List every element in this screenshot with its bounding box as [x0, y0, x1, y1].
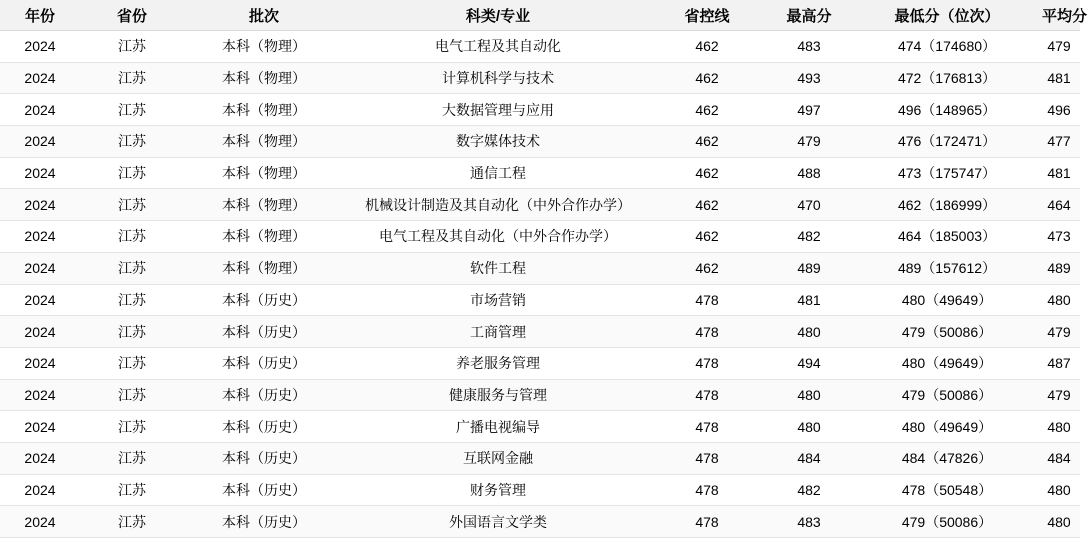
cell-max-score: 481: [762, 284, 856, 316]
cell-batch: 本科（历史）: [184, 284, 344, 316]
cell-control-line: 462: [652, 157, 762, 189]
cell-batch: 本科（物理）: [184, 221, 344, 253]
cell-min-score-rank: 480（49649）: [856, 347, 1038, 379]
cell-year: 2024: [0, 31, 80, 63]
table-row: [0, 62, 1080, 94]
cell-year: 2024: [0, 316, 80, 348]
cell-control-line: 462: [652, 94, 762, 126]
cell-control-line: 478: [652, 506, 762, 538]
cell-control-line: 478: [652, 411, 762, 443]
cell-avg-score: 473: [1038, 221, 1080, 253]
column-header-province: 省份: [80, 0, 184, 31]
cell-min-score-rank: 480（49649）: [856, 284, 1038, 316]
cell-major: 大数据管理与应用: [344, 94, 652, 126]
cell-control-line: 462: [652, 252, 762, 284]
table-row: [0, 411, 1080, 443]
cell-major: 市场营销: [344, 284, 652, 316]
cell-province: 江苏: [80, 126, 184, 158]
cell-province: 江苏: [80, 442, 184, 474]
cell-year: 2024: [0, 221, 80, 253]
cell-control-line: 462: [652, 221, 762, 253]
cell-avg-score: 479: [1038, 316, 1080, 348]
cell-major: 计算机科学与技术: [344, 62, 652, 94]
cell-control-line: 478: [652, 284, 762, 316]
cell-max-score: 483: [762, 506, 856, 538]
cell-year: 2024: [0, 252, 80, 284]
cell-year: 2024: [0, 94, 80, 126]
cell-min-score-rank: 473（175747）: [856, 157, 1038, 189]
cell-batch: 本科（历史）: [184, 316, 344, 348]
cell-province: 江苏: [80, 284, 184, 316]
cell-year: 2024: [0, 189, 80, 221]
cell-province: 江苏: [80, 411, 184, 443]
cell-avg-score: 479: [1038, 379, 1080, 411]
table-header: [0, 0, 1087, 31]
cell-control-line: 478: [652, 316, 762, 348]
cell-control-line: 478: [652, 474, 762, 506]
cell-major: 财务管理: [344, 474, 652, 506]
cell-major: 互联网金融: [344, 442, 652, 474]
column-header-min-score-rank: 最低分（位次）: [856, 0, 1038, 31]
cell-province: 江苏: [80, 157, 184, 189]
cell-control-line: 478: [652, 347, 762, 379]
cell-control-line: 462: [652, 189, 762, 221]
cell-avg-score: 487: [1038, 347, 1080, 379]
table-row: [0, 157, 1080, 189]
cell-control-line: 462: [652, 126, 762, 158]
cell-batch: 本科（物理）: [184, 62, 344, 94]
cell-province: 江苏: [80, 189, 184, 221]
cell-province: 江苏: [80, 474, 184, 506]
cell-batch: 本科（历史）: [184, 379, 344, 411]
cell-avg-score: 464: [1038, 189, 1080, 221]
table-row: [0, 442, 1080, 474]
cell-province: 江苏: [80, 31, 184, 63]
cell-batch: 本科（历史）: [184, 347, 344, 379]
cell-batch: 本科（历史）: [184, 411, 344, 443]
column-header-major: 科类/专业: [344, 0, 652, 31]
cell-max-score: 497: [762, 94, 856, 126]
table-row: [0, 474, 1080, 506]
cell-max-score: 484: [762, 442, 856, 474]
cell-major: 电气工程及其自动化: [344, 31, 652, 63]
cell-batch: 本科（物理）: [184, 126, 344, 158]
cell-province: 江苏: [80, 221, 184, 253]
cell-max-score: 494: [762, 347, 856, 379]
cell-avg-score: 481: [1038, 62, 1080, 94]
cell-year: 2024: [0, 157, 80, 189]
cell-batch: 本科（物理）: [184, 157, 344, 189]
cell-avg-score: 484: [1038, 442, 1080, 474]
cell-year: 2024: [0, 474, 80, 506]
table-row: [0, 506, 1080, 538]
cell-avg-score: 481: [1038, 157, 1080, 189]
cell-avg-score: 480: [1038, 284, 1080, 316]
cell-control-line: 462: [652, 62, 762, 94]
cell-batch: 本科（物理）: [184, 31, 344, 63]
cell-major: 外国语言文学类: [344, 506, 652, 538]
column-header-max-score: 最高分: [762, 0, 856, 31]
cell-max-score: 470: [762, 189, 856, 221]
cell-batch: 本科（历史）: [184, 506, 344, 538]
table-header-row: [0, 0, 1080, 31]
cell-max-score: 479: [762, 126, 856, 158]
cell-min-score-rank: 474（174680）: [856, 31, 1038, 63]
cell-year: 2024: [0, 284, 80, 316]
cell-control-line: 462: [652, 31, 762, 63]
column-header-avg-score: 平均分: [1038, 0, 1080, 31]
cell-min-score-rank: 478（50548）: [856, 474, 1038, 506]
cell-avg-score: 480: [1038, 506, 1080, 538]
cell-min-score-rank: 472（176813）: [856, 62, 1038, 94]
cell-major: 软件工程: [344, 252, 652, 284]
cell-year: 2024: [0, 411, 80, 443]
table-row: [0, 31, 1080, 63]
cell-max-score: 493: [762, 62, 856, 94]
cell-province: 江苏: [80, 506, 184, 538]
cell-province: 江苏: [80, 379, 184, 411]
column-header-control-line: 省控线: [652, 0, 762, 31]
cell-max-score: 483: [762, 31, 856, 63]
cell-min-score-rank: 476（172471）: [856, 126, 1038, 158]
cell-batch: 本科（物理）: [184, 252, 344, 284]
column-header-batch: 批次: [184, 0, 344, 31]
cell-max-score: 482: [762, 474, 856, 506]
cell-min-score-rank: 480（49649）: [856, 411, 1038, 443]
table-row: [0, 221, 1080, 253]
cell-year: 2024: [0, 62, 80, 94]
cell-batch: 本科（历史）: [184, 442, 344, 474]
cell-batch: 本科（历史）: [184, 474, 344, 506]
cell-year: 2024: [0, 506, 80, 538]
table-row: [0, 379, 1080, 411]
cell-control-line: 478: [652, 442, 762, 474]
cell-max-score: 480: [762, 316, 856, 348]
cell-min-score-rank: 479（50086）: [856, 316, 1038, 348]
cell-major: 工商管理: [344, 316, 652, 348]
cell-major: 通信工程: [344, 157, 652, 189]
cell-avg-score: 480: [1038, 411, 1080, 443]
cell-major: 健康服务与管理: [344, 379, 652, 411]
table-row: [0, 94, 1080, 126]
cell-control-line: 478: [652, 379, 762, 411]
cell-avg-score: 477: [1038, 126, 1080, 158]
cell-min-score-rank: 462（186999）: [856, 189, 1038, 221]
cell-min-score-rank: 479（50086）: [856, 379, 1038, 411]
table-body: [0, 31, 1080, 538]
cell-province: 江苏: [80, 252, 184, 284]
cell-province: 江苏: [80, 62, 184, 94]
cell-year: 2024: [0, 442, 80, 474]
cell-max-score: 482: [762, 221, 856, 253]
cell-avg-score: 479: [1038, 31, 1080, 63]
cell-province: 江苏: [80, 347, 184, 379]
cell-avg-score: 496: [1038, 94, 1080, 126]
cell-batch: 本科（物理）: [184, 94, 344, 126]
cell-major: 广播电视编导: [344, 411, 652, 443]
cell-max-score: 480: [762, 379, 856, 411]
cell-major: 养老服务管理: [344, 347, 652, 379]
cell-province: 江苏: [80, 316, 184, 348]
table-row: [0, 347, 1080, 379]
cell-major: 机械设计制造及其自动化（中外合作办学）: [344, 189, 652, 221]
cell-year: 2024: [0, 379, 80, 411]
cell-avg-score: 480: [1038, 474, 1080, 506]
cell-min-score-rank: 464（185003）: [856, 221, 1038, 253]
table-row: [0, 316, 1080, 348]
cell-max-score: 480: [762, 411, 856, 443]
cell-major: 电气工程及其自动化（中外合作办学）: [344, 221, 652, 253]
cell-min-score-rank: 496（148965）: [856, 94, 1038, 126]
cell-min-score-rank: 479（50086）: [856, 506, 1038, 538]
cell-province: 江苏: [80, 94, 184, 126]
cell-year: 2024: [0, 126, 80, 158]
column-header-year: 年份: [0, 0, 80, 31]
cell-year: 2024: [0, 347, 80, 379]
cell-min-score-rank: 489（157612）: [856, 252, 1038, 284]
cell-max-score: 489: [762, 252, 856, 284]
cell-avg-score: 489: [1038, 252, 1080, 284]
table-row: [0, 252, 1080, 284]
cell-max-score: 488: [762, 157, 856, 189]
table-row: [0, 284, 1080, 316]
cell-min-score-rank: 484（47826）: [856, 442, 1038, 474]
cell-batch: 本科（物理）: [184, 189, 344, 221]
table-row: [0, 189, 1080, 221]
cell-major: 数字媒体技术: [344, 126, 652, 158]
table-row: [0, 126, 1080, 158]
